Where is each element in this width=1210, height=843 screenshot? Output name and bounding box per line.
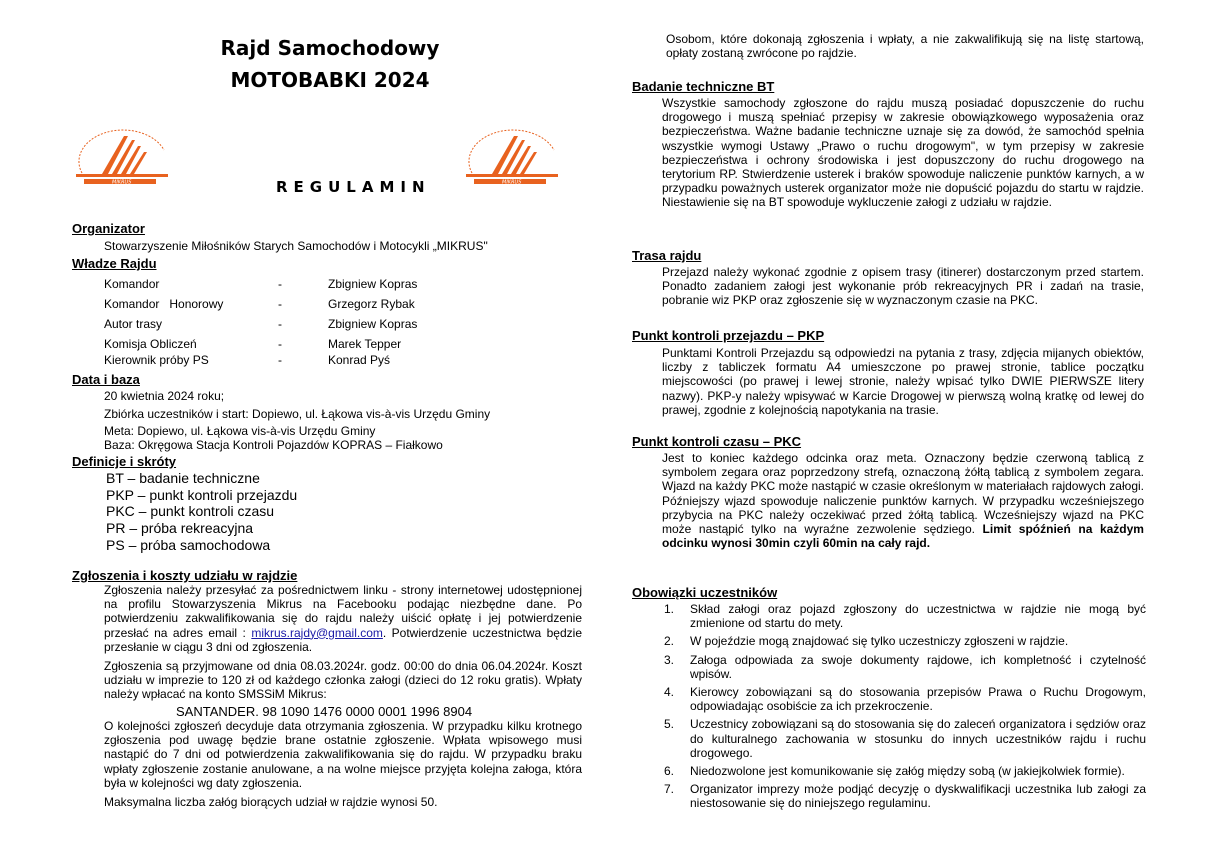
regulamin-heading: REGULAMIN — [276, 178, 431, 196]
pkc-heading: Punkt kontroli czasu – PKC — [632, 434, 802, 449]
list-text: Załoga odpowiada za swoje dokumenty rajdowe, ich kompletność i czytelność wpisów. — [690, 652, 1146, 681]
zgloszenia-paragraph-1 — [104, 583, 582, 654]
authority-role: Komandor — [104, 277, 160, 291]
pkp-text: Punktami Kontroli Przejazdu są odpowiedzi na pytania z trasy, zdjęcia mijanych obiektów, liczby z tabliczek formatu A4 umieszczone po prawej stronie, tablice początku miejscowości (po prawej i lewej stronie, należy wpisać tylko DWIE PIERWSZE litery nazwy). PKP-y należy wpisywać w Karcie Drogowej w pierwszą wolną kratkę od lewej do prawej, zgodnie z kolejnością napotykania na trasie. — [662, 346, 1144, 417]
list-item — [662, 602, 1146, 630]
list-number: 7. — [664, 782, 675, 797]
authority-name: Marek Tepper — [328, 337, 402, 351]
authority-row — [104, 317, 464, 332]
mikrus-logo-left — [72, 128, 172, 188]
pkc-text — [662, 451, 1144, 550]
data-line: 20 kwietnia 2024 roku; — [104, 389, 225, 403]
list-item — [662, 653, 1146, 681]
list-text: Niedozwolone jest komunikowanie się załóg między sobą (w jakiejkolwiek formie). — [690, 764, 1125, 779]
data-baza-heading: Data i baza — [72, 372, 140, 387]
definicje-heading: Definicje i skróty — [72, 454, 177, 469]
authority-dash: - — [278, 277, 282, 291]
authority-dash: - — [278, 297, 282, 311]
list-number: 6. — [664, 764, 675, 779]
authority-role: Kierownik próby PS — [104, 353, 209, 367]
organizator-text: Stowarzyszenie Miłośników Starych Samochodów i Motocykli „MIKRUS" — [104, 239, 488, 253]
pkc-limit: Limit spóźnień na każdym odcinku wynosi 30min czyli 60min na cały rajd. — [662, 522, 1144, 551]
list-item — [662, 782, 1146, 810]
zgloszenia-paragraph-3: O kolejności zgłoszeń decyduje data otrzymania zgłoszenia. W przypadku kilku krotnego zgłoszenia pod uwagę będzie brane ostatnie zgłoszenie. Wpłata wpisowego musi nastąpić do 7 dni od potwierdzenia zakwalifikowania się do rajdu. W przypadku braku wpłaty zgłoszenie zostanie anulowane, a na wolne miejsce przyjęta kolejna załoga, która była w kolejności wg daty zgłoszenia. — [104, 719, 582, 790]
badanie-text: Wszystkie samochody zgłoszone do rajdu muszą posiadać dopuszczenie do ruchu drogowego i muszą spełniać przepisy w zakresie obowiązkowego wyposażenia oraz bezpieczeństwa. Ważne badanie techniczne uznaje się za dowód, że samochód spełnia wszystkie wymogi Ustawy „Prawo o ruchu drogowym", w tym przepisy w zakresie bezpieczeństwa i ochrony środowiska i jest dopuszczony do ruchu drogowego na terytorium RP. Stwierdzenie usterek i braków spowoduje naliczenie punktów karnych, a w przypadku poważnych usterek organizator może nie dopuścić pojazdu do startu w rajdzie. Niestawienie się na BT spowoduje wykluczenie załogi z udziału w rajdzie. — [662, 96, 1144, 210]
zgloszenia-paragraph-4: Maksymalna liczba załóg biorących udział w rajdzie wynosi 50. — [104, 795, 438, 809]
trasa-text: Przejazd należy wykonać zgodnie z opisem trasy (itinerer) dostarczonym przed startem. Ponadto zadaniem załogi jest wykonanie prób rekreacyjnych PR i zadań na trasie, pobranie wiz PKP oraz zgłoszenie się w wyznaczonym czasie na PKC. — [662, 265, 1144, 308]
list-number: 1. — [664, 602, 675, 616]
zgloszenia-text: Zgłoszenia należy przesyłać za pośrednictwem linku - strony internetowej udostępnionej na profilu Stowarzyszenia Mikrus na Facebooku podając niezbędne dane. Po potwierdzeniu zakwalifikowania się do rajdu należy uiścić opłatę i jej potwierdzenie przesłać na adres email : — [104, 583, 582, 640]
list-text: Uczestnicy zobowiązani są do stosowania się do zaleceń organizatora i sędziów oraz do kulturalnego zachowania w stosunku do innych uczestników rajdu i ruchu drogowego. — [690, 717, 1146, 760]
event-title-line1: Rajd Samochodowy — [220, 36, 440, 60]
list-number: 4. — [664, 685, 675, 700]
authority-name: Zbigniew Kopras — [328, 317, 418, 331]
wladze-heading: Władze Rajdu — [72, 256, 157, 271]
list-item — [662, 685, 1146, 713]
obowiazki-heading: Obowiązki uczestników — [632, 585, 778, 600]
authority-row — [104, 337, 464, 352]
definition-item: PR – próba rekreacyjna — [106, 520, 254, 536]
start-line: Zbiórka uczestników i start: Dopiewo, ul. Łąkowa vis-à-vis Urzędu Gminy — [104, 407, 491, 421]
authority-role: Autor trasy — [104, 317, 163, 331]
trasa-heading: Trasa rajdu — [632, 248, 702, 263]
list-text: Organizator imprezy może podjąć decyzję o dyskwalifikacji uczestnika lub załogi za niestosowanie się do niniejszego regulaminu. — [690, 782, 1146, 811]
list-text: Kierowcy zobowiązani są do stosowania przepisów Prawa o Ruchu Drogowym, odpowiadając osobiście za ich przekroczenie. — [690, 685, 1146, 714]
authority-name: Zbigniew Kopras — [328, 277, 418, 291]
definition-item: PKC – punkt kontroli czasu — [106, 503, 275, 519]
zgloszenia-paragraph-2: Zgłoszenia są przyjmowane od dnia 08.03.2024r. godz. 00:00 do dnia 06.04.2024r. Koszt udziału w imprezie to 120 zł od każdego członka załogi (dzieci do 12 roku gratis). Wpłaty należy wpłacać na konto SMSSiM Mikrus: — [104, 659, 582, 702]
list-item — [662, 764, 1146, 778]
pkc-body: Jest to koniec każdego odcinka oraz meta. Oznaczony będzie czerwoną tablicą z symbolem zegara oraz poprzedzony strefą, oznaczoną żółtą tablicą z symbolem zegara. Wjazd na każdy PKC może nastąpić w czasie określonym w materiałach rajdowych załogi. Późniejszy wjazd spowoduje naliczenie punktów karnych. W przypadku wcześniejszego przybycia na PKC należy oczekiwać przed żółtą tablicą. Wcześniejszy wjazd na PKC może nastąpić tylko na wyraźne zezwolenie sędziego. — [662, 451, 1144, 537]
logo-text: MIKRUS — [502, 179, 522, 186]
pkp-heading: Punkt kontroli przejazdu – PKP — [632, 328, 825, 343]
organizator-heading: Organizator — [72, 221, 145, 236]
list-text: Skład załogi oraz pojazd zgłoszony do uczestnictwa w rajdzie nie mogą być zmienione od startu do mety. — [690, 602, 1146, 631]
logo-text: MIKRUS — [112, 179, 132, 186]
obowiazki-list — [662, 602, 1146, 811]
authority-role: Komisja Obliczeń — [104, 337, 197, 351]
list-number: 2. — [664, 634, 675, 649]
definition-item: PKP – punkt kontroli przejazdu — [106, 487, 298, 503]
authority-role: Komandor Honorowy — [104, 297, 224, 311]
mikrus-logo-right — [462, 128, 562, 188]
list-number: 3. — [664, 652, 675, 667]
definition-item: PS – próba samochodowa — [106, 537, 271, 553]
authority-name: Grzegorz Rybak — [328, 297, 415, 311]
badanie-heading: Badanie techniczne BT — [632, 79, 775, 94]
authority-row — [104, 277, 464, 292]
authority-row — [104, 353, 464, 368]
list-text: W pojeździe mogą znajdować się tylko uczestniczy zgłoszeni w rajdzie. — [690, 634, 1069, 649]
refund-note: Osobom, które dokonają zgłoszenia i wpłaty, a nie zakwalifikują się na listę startową, opłaty zostaną zwrócone po rajdzie. — [666, 32, 1144, 61]
meta-line: Meta: Dopiewo, ul. Łąkowa vis-à-vis Urzędu Gminy — [104, 424, 376, 438]
list-item — [662, 717, 1146, 760]
list-item — [662, 634, 1146, 648]
authority-dash: - — [278, 317, 282, 331]
definition-item: BT – badanie techniczne — [106, 470, 260, 486]
baza-line: Baza: Okręgowa Stacja Kontroli Pojazdów KOPRAS – Fiałkowo — [104, 438, 443, 452]
email-link[interactable]: mikrus.rajdy@gmail.com — [251, 625, 383, 640]
authority-dash: - — [278, 337, 282, 351]
list-number: 5. — [664, 717, 675, 732]
zgloszenia-heading: Zgłoszenia i koszty udziału w rajdzie — [72, 568, 298, 583]
zgloszenia-text: . Potwierdzenie uczestnictwa będzie przesłanie w ciągu 3 dni od zgłoszenia. — [104, 625, 582, 654]
authority-row — [104, 297, 464, 312]
event-title-line2: MOTOBABKI 2024 — [230, 68, 430, 92]
authority-dash: - — [278, 353, 282, 367]
bank-account: SANTANDER. 98 1090 1476 0000 0001 1996 8904 — [176, 704, 473, 719]
authority-name: Konrad Pyś — [328, 353, 391, 367]
